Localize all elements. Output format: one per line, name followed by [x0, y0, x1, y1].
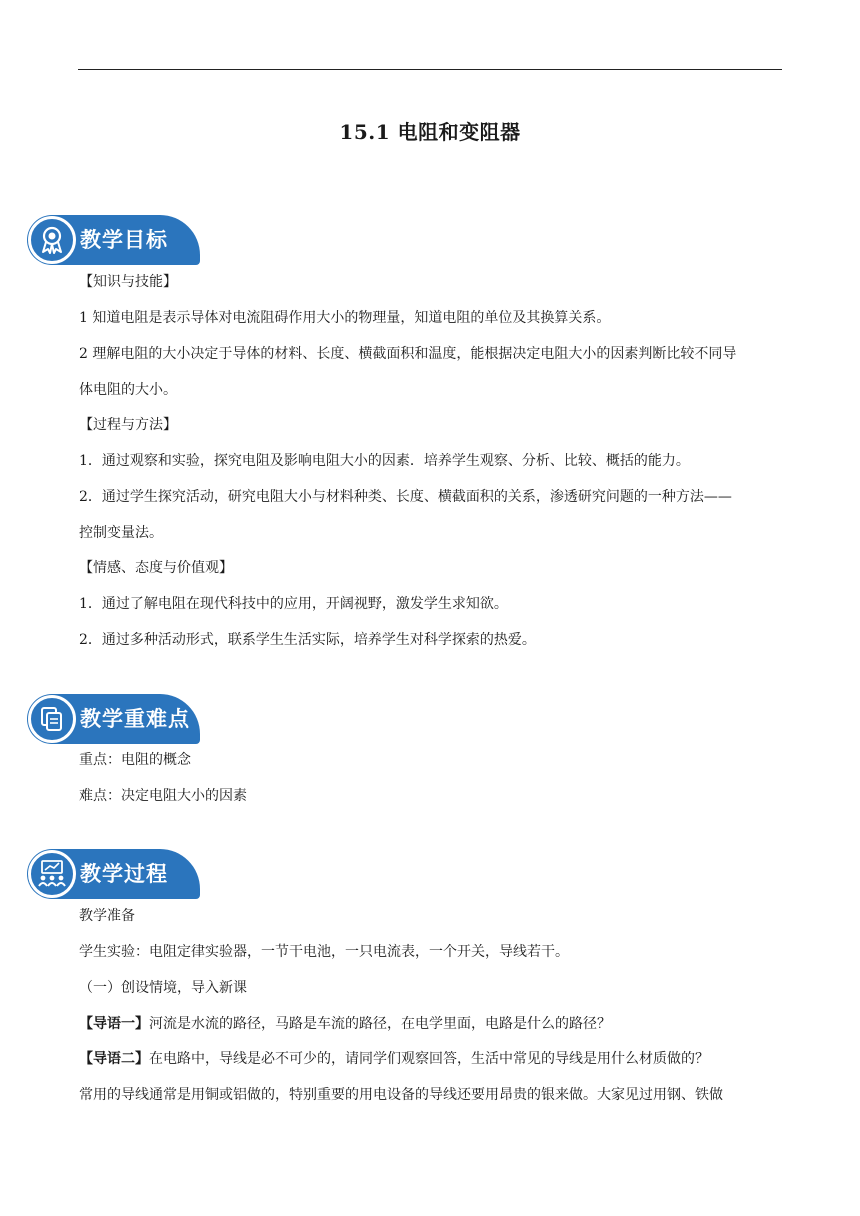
process-method-item-1: 1．通过观察和实验，探究电阻及影响电阻大小的因素．培养学生观察、分析、比较、概括的能力。 [79, 453, 690, 469]
emotion-heading: 【情感、态度与价值观】 [79, 560, 233, 576]
step-1-heading: （一）创设情境，导入新课 [79, 980, 247, 996]
presentation-group-icon [28, 850, 76, 898]
page-title: 15.1 电阻和变阻器 [339, 120, 521, 144]
emotion-item-2: 2．通过多种活动形式，联系学生生活实际，培养学生对科学探索的热爱。 [79, 632, 536, 648]
knowledge-item-2-line-2: 体电阻的大小。 [79, 382, 177, 398]
prep-text: 学生实验：电阻定律实验器，一节干电池，一只电流表，一个开关，导线若干。 [79, 944, 569, 960]
lead-1-label: 【导语一】 [79, 1016, 149, 1032]
award-ribbon-icon [28, 216, 76, 264]
section-banner-objectives [28, 215, 200, 265]
section-banner-key-points [28, 694, 200, 744]
lead-2 [79, 1050, 785, 1068]
process-method-item-2-line-2: 控制变量法。 [79, 525, 163, 541]
documents-icon [28, 695, 76, 743]
difficult-point: 难点：决定电阻大小的因素 [79, 788, 247, 804]
process-method-heading: 【过程与方法】 [79, 417, 177, 433]
knowledge-item-1: 1 知道电阻是表示导体对电流阻碍作用大小的物理量，知道电阻的单位及其换算关系。 [79, 310, 611, 326]
section-heading: 教学过程 [80, 862, 168, 886]
process-method-item-2-line-1: 2．通过学生探究活动，研究电阻大小与材料种类、长度、横截面积的关系，渗透研究问题的一种方法—— [79, 489, 732, 505]
emotion-item-1: 1．通过了解电阻在现代科技中的应用，开阔视野，激发学生求知欲。 [79, 596, 508, 612]
lead-1 [79, 1015, 785, 1033]
knowledge-heading: 【知识与技能】 [79, 274, 177, 290]
prep-heading: 教学准备 [79, 908, 135, 924]
lead-1-text: 河流是水流的路径，马路是车流的路径，在电学里面，电路是什么的路径？ [149, 1016, 611, 1032]
section-heading: 教学目标 [80, 228, 168, 252]
lead-2-text: 在电路中，导线是必不可少的，请同学们观察回答，生活中常见的导线是用什么材质做的？ [149, 1051, 709, 1067]
lead-2-continuation: 常用的导线通常是用铜或铝做的，特别重要的用电设备的导线还要用昂贵的银来做。大家见过用钢、铁做 [79, 1087, 723, 1103]
lead-2-label: 【导语二】 [79, 1051, 149, 1067]
section-heading: 教学重难点 [80, 707, 190, 731]
header-rule [78, 69, 782, 70]
key-point: 重点：电阻的概念 [79, 752, 191, 768]
knowledge-item-2-line-1: 2 理解电阻的大小决定于导体的材料、长度、横截面积和温度，能根据决定电阻大小的因素判断比较不同导 [79, 346, 737, 362]
section-banner-process [28, 849, 200, 899]
